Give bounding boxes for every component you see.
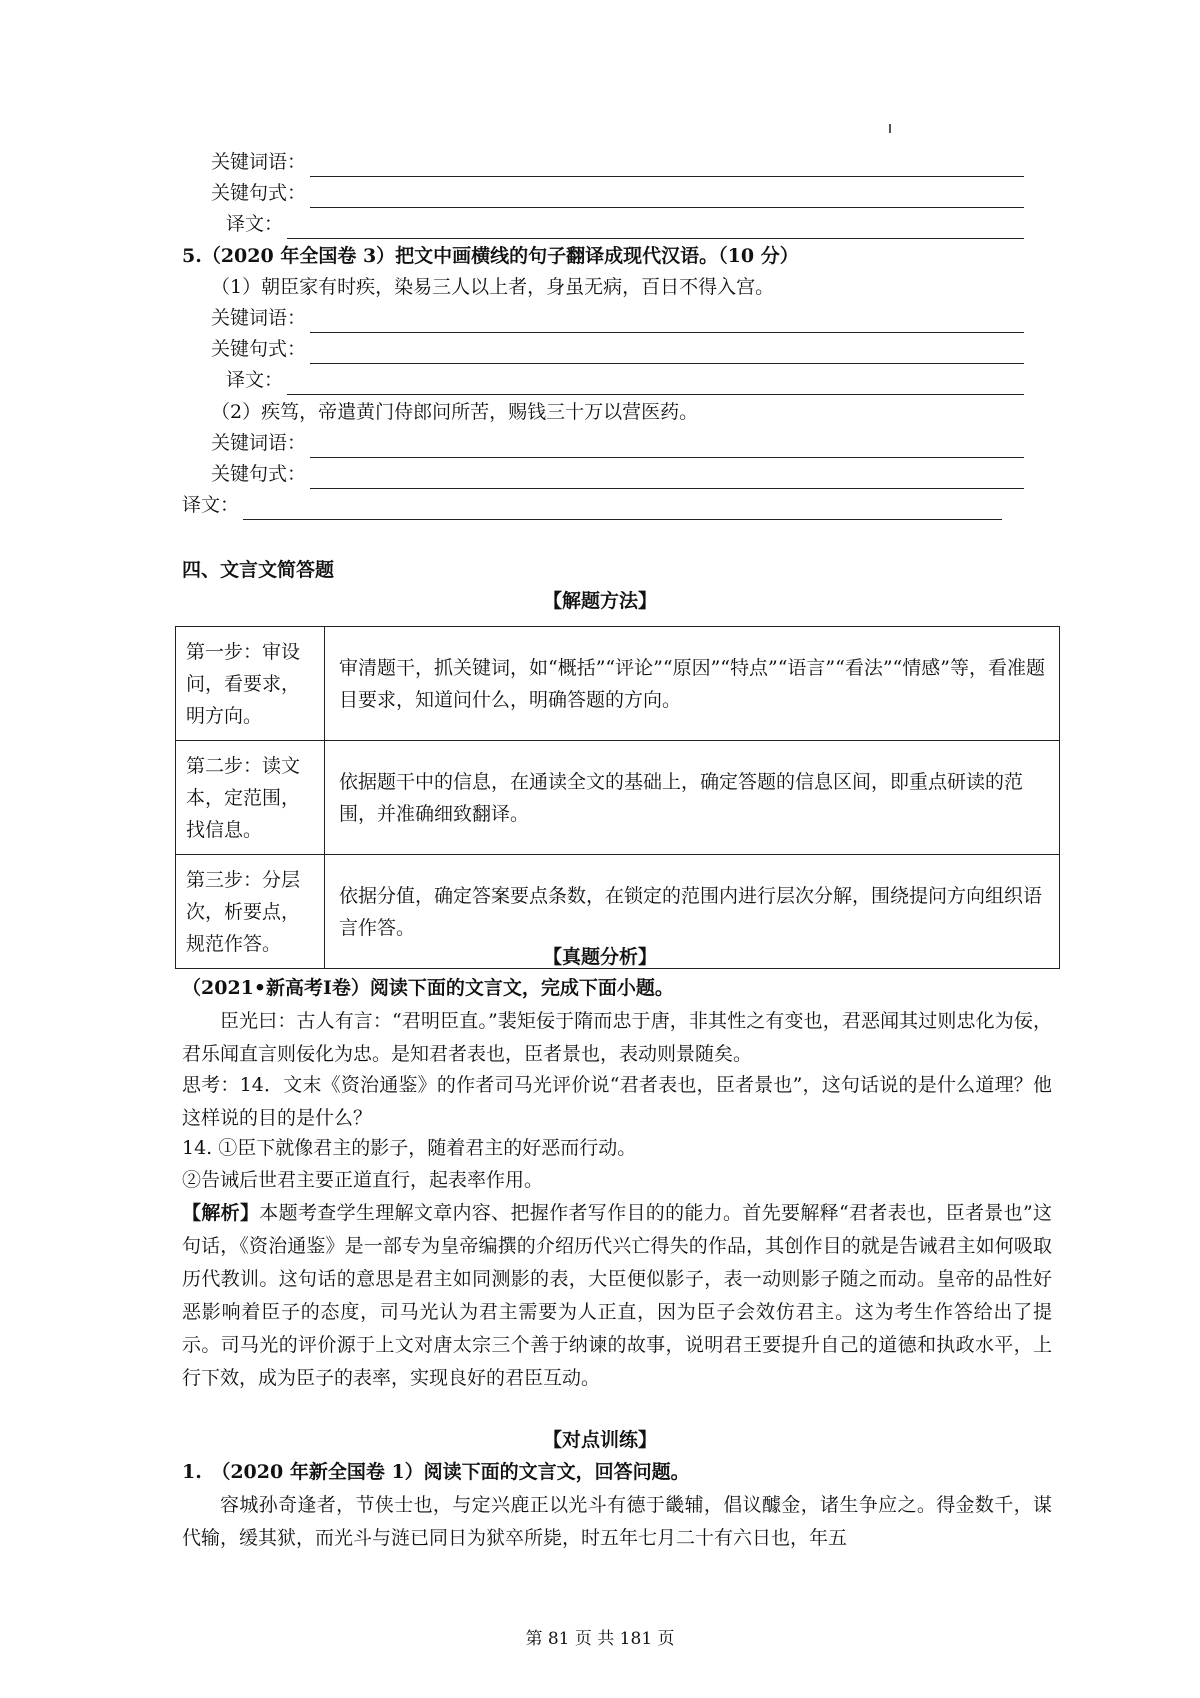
sentence-row <box>211 178 1024 208</box>
page-mark <box>889 124 891 133</box>
keyword-label: 关键词语： <box>211 307 307 329</box>
desc-cell: 依据分值，确定答案要点条数，在锁定的范围内进行层次分解，围绕提问方向组织语言作答。 <box>325 855 1060 969</box>
translation-label: 译文： <box>226 213 284 235</box>
exam-title: （2021•新高考Ⅰ卷）阅读下面的文言文，完成下面小题。 <box>182 977 674 999</box>
table-row <box>176 741 1060 855</box>
answer-1: 14. ①臣下就像君主的影子，随着君主的好恶而行动。 <box>182 1137 637 1159</box>
passage: 臣光曰：古人有言：“君明臣直。”裴矩佞于隋而忠于唐，非其性之有变也，君恶闻其过则忠化为佞，君乐闻直言则佞化为忠。是知君者表也，臣者景也，表动则景随矣。 <box>182 1010 1052 1065</box>
step-cell: 第三步：分层次，析要点，规范作答。 <box>176 855 325 969</box>
sentence-answer-line[interactable] <box>310 466 1024 489</box>
q5-1-keyword-row <box>211 303 1024 333</box>
keyword-label: 关键词语： <box>211 151 307 173</box>
sentence-label: 关键句式： <box>211 182 307 204</box>
keyword-answer-line[interactable] <box>310 310 1024 333</box>
answer-2: ②告诫后世君主要正道直行，起表率作用。 <box>182 1169 544 1191</box>
page-footer: 第 81 页 共 181 页 <box>525 1629 675 1649</box>
sentence-label: 关键句式： <box>211 463 307 485</box>
sentence-answer-line[interactable] <box>310 185 1024 208</box>
translation-label: 译文： <box>226 369 284 391</box>
section-title: 四、文言文简答题 <box>182 559 335 581</box>
q5-2-translation-row <box>182 490 1002 520</box>
keyword-answer-line[interactable] <box>310 154 1024 177</box>
method-heading: 【解题方法】 <box>542 590 657 612</box>
practice-passage: 容城孙奇逢者，节侠士也，与定兴鹿正以光斗有德于畿辅，倡议醵金，诸生争应之。得金数千，谋代输，缓其狱，而光斗与涟已同日为狱卒所毙，时五年七月二十有六日也，年五 <box>182 1494 1052 1549</box>
translation-answer-line[interactable] <box>287 216 1024 239</box>
sentence-label: 关键句式： <box>211 338 307 360</box>
q5-1-sentence-row <box>211 334 1024 364</box>
method-table <box>175 626 1060 969</box>
analysis-text: 本题考查学生理解文章内容、把握作者写作目的的能力。首先要解释“君者表也，臣者景也”这句话，《资治通鉴》是一部专为皇帝编撰的介绍历代兴亡得失的作品，其创作目的就是告诫君主如何吸取历代教训。这句话的意思是君主如同测影的表，大臣便似影子，表一动则影子随之而动。皇帝的品性好恶影响着臣子的态度，司马光认为君主需要为人正直，因为臣子会效仿君主。这为考生作答给出了提示。司马光的评价源于上文对唐太宗三个善于纳谏的故事，说明君王要提升自己的道德和执政水平，上行下效，成为臣子的表率，实现良好的君臣互动。 <box>182 1202 1052 1389</box>
table-row <box>176 627 1060 741</box>
keyword-row <box>211 147 1024 177</box>
question-5-title: 5.（2020 年全国卷 3）把文中画横线的句子翻译成现代汉语。（10 分） <box>182 245 799 267</box>
translation-answer-line[interactable] <box>243 497 1002 520</box>
step-cell: 第一步：审设问，看要求，明方向。 <box>176 627 325 741</box>
q5-2-sentence-row <box>211 459 1024 489</box>
desc-cell: 审清题干，抓关键词，如“概括”“评论”“原因”“特点”“语言”“看法”“情感”等，看准题目要求，知道问什么，明确答题的方向。 <box>325 627 1060 741</box>
translation-label: 译文： <box>182 494 240 516</box>
question-text: 思考：14．文末《资治通鉴》的作者司马光评价说“君者表也，臣者景也”，这句话说的是什么道理？他这样说的目的是什么？ <box>182 1074 1052 1129</box>
sentence-answer-line[interactable] <box>310 341 1024 364</box>
translation-answer-line[interactable] <box>287 372 1024 395</box>
analysis-paragraph <box>182 1197 1052 1395</box>
q5-1-translation-row <box>226 365 1024 395</box>
analysis-heading: 【真题分析】 <box>542 946 657 968</box>
step-cell: 第二步：读文本，定范围，找信息。 <box>176 741 325 855</box>
translation-row <box>226 209 1024 239</box>
analysis-label: 【解析】 <box>182 1202 260 1224</box>
practice-title: 1. （2020 年新全国卷 1）阅读下面的文言文，回答问题。 <box>182 1461 690 1483</box>
q5-2-keyword-row <box>211 428 1024 458</box>
question-5-item-1: （1）朝臣家有时疾，染易三人以上者，身虽无病，百日不得入宫。 <box>211 276 775 298</box>
keyword-label: 关键词语： <box>211 432 307 454</box>
question-5-item-2: （2）疾笃，帝遣黄门侍郎问所苦，赐钱三十万以营医药。 <box>211 401 699 423</box>
practice-heading: 【对点训练】 <box>542 1429 657 1451</box>
desc-cell: 依据题干中的信息，在通读全文的基础上，确定答题的信息区间，即重点研读的范围，并准确细致翻译。 <box>325 741 1060 855</box>
keyword-answer-line[interactable] <box>310 435 1024 458</box>
